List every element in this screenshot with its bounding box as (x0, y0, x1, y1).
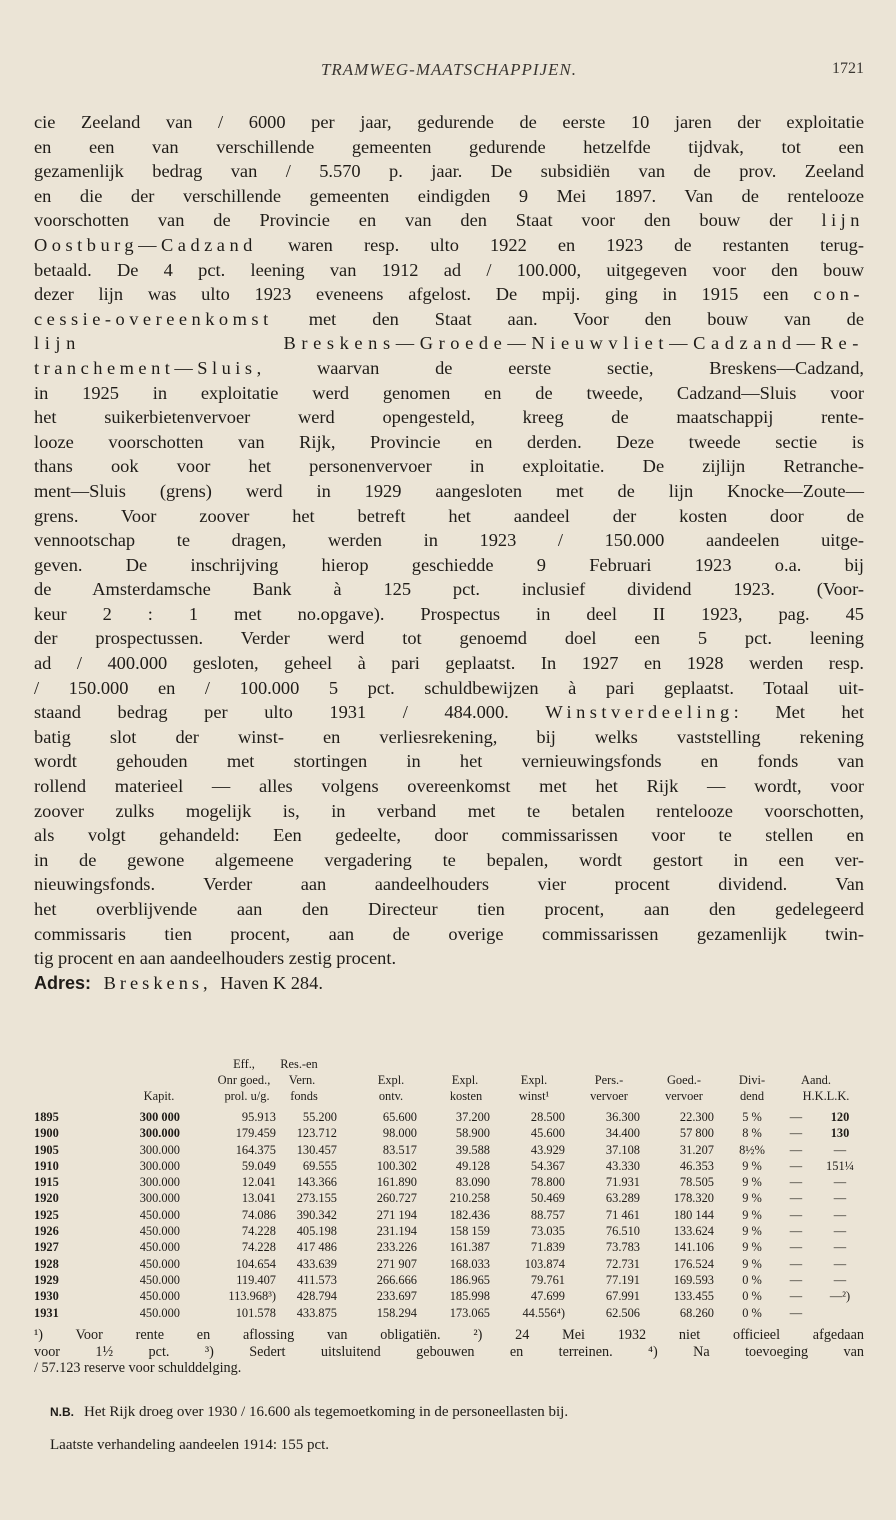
table-cell-pers: 72.731 (605, 1256, 640, 1271)
table-cell-div: 0 % (742, 1272, 762, 1287)
financial-table (34, 1055, 864, 1321)
text-line: wordt gehouden met stortingen in het vernieuwingsfonds en fonds van (34, 751, 864, 772)
table-row (34, 1109, 864, 1125)
text-line: batig slot der winst- en verliesrekening, bij welks vaststelling rekening (34, 726, 864, 747)
text-line: nieuwingsfonds. Verder aan aandeelhouders vier procent dividend. Van (34, 874, 864, 895)
text-line: ment—Sluis (grens) werd in 1929 aangesloten met de lijn Knocke—Zoute— (34, 480, 864, 501)
table-row (34, 1272, 864, 1288)
table-cell-goed: 31.207 (679, 1142, 714, 1157)
table-cell-eff: 59.049 (241, 1158, 276, 1173)
table-cell-year: 1915 (34, 1175, 59, 1190)
text-line: betaald. De 4 pct. leening van 1912 ad / 100.000, uitgegeven voor den bouw (34, 259, 864, 280)
table-cell-aand: — (833, 1207, 847, 1222)
table-cell-kosten: 161.387 (449, 1240, 490, 1255)
table-cell-year: 1920 (34, 1191, 59, 1206)
table-cell-year: 1895 (34, 1110, 59, 1124)
table-cell-res: 433.875 (296, 1305, 337, 1320)
table-cell-pers: 63.289 (605, 1191, 640, 1206)
footnotes (34, 1327, 864, 1377)
table-cell-eff: 101.578 (235, 1305, 276, 1320)
column-header: kosten (449, 1089, 483, 1103)
table-cell-aand: —²) (829, 1289, 851, 1304)
table-cell-winst: 50.469 (530, 1191, 565, 1206)
table-cell-aand: — (833, 1240, 847, 1255)
table-cell-kosten: 185.998 (449, 1289, 490, 1304)
column-header: Divi- (738, 1073, 766, 1087)
spaced-word: lijn (821, 210, 864, 231)
footnote-line: voor 1½ pct. ³) Sedert uitsluitend gebouwen en terreinen. ⁴) Na toevoeging van (34, 1343, 864, 1360)
table-cell-kosten: 158 159 (449, 1224, 490, 1239)
table-cell-res: 69.555 (302, 1158, 337, 1173)
table-cell-ontv: 231.194 (376, 1224, 417, 1239)
text-line: het suikerbietenvervoer werd opengesteld, kreeg de maatschappij rente- (34, 407, 864, 428)
table-cell-ontv: 260.727 (376, 1191, 417, 1206)
table-cell-goed: 22.300 (679, 1110, 714, 1124)
text-line: vennootschap te dragen, werden in 1923 / 150.000 aandeelen uitge- (34, 530, 864, 551)
text-line: als volgt gehandeld: Een gedeelte, door commissarissen voor te stellen en (34, 825, 864, 846)
table-cell-ontv: 65.600 (382, 1110, 417, 1124)
table-cell-year: 1927 (34, 1240, 59, 1255)
table-cell-div: 8 % (742, 1126, 762, 1141)
table-cell-res: 123.712 (296, 1126, 337, 1141)
table-cell-kosten: 173.065 (449, 1305, 490, 1320)
column-header: Pers.- (594, 1073, 624, 1087)
table-cell-ontv: 266.666 (376, 1272, 417, 1287)
table-cell-kosten: 39.588 (455, 1142, 490, 1157)
text-line: in de gewone algemeene vergadering te bepalen, wordt gestort in een ver- (34, 849, 864, 870)
table-cell-pers: 67.991 (605, 1289, 640, 1304)
table-body (34, 1109, 864, 1321)
column-header: Aand. (801, 1073, 831, 1087)
table-cell-dash: — (789, 1207, 803, 1222)
table-cell-kosten: 186.965 (449, 1272, 490, 1287)
table-cell-goed: 57 800 (679, 1126, 714, 1141)
text-line (34, 208, 864, 233)
table-cell-dash: — (789, 1191, 803, 1206)
nb-note (50, 1404, 568, 1421)
table-cell-ontv: 100.302 (376, 1158, 417, 1173)
table-cell-dash: — (789, 1289, 803, 1304)
table-cell-div: 9 % (742, 1175, 762, 1190)
table-cell-pers: 76.510 (605, 1224, 640, 1239)
column-header: Onr goed., (217, 1073, 271, 1087)
table-cell-kapit: 450.000 (139, 1289, 180, 1304)
table-cell-div: 0 % (742, 1289, 762, 1304)
table-cell-year: 1929 (34, 1272, 59, 1287)
table-cell-aand: — (833, 1224, 847, 1239)
table-cell-aand: 151¼ (826, 1158, 854, 1173)
table-cell-aand: — (833, 1191, 847, 1206)
table-cell-kosten: 83.090 (455, 1175, 490, 1190)
table-cell-dash: — (789, 1142, 803, 1157)
text-line: ad / 400.000 gesloten, geheel à pari geplaatst. In 1927 en 1928 werden resp. (34, 653, 864, 674)
text-line: zoover zulks mogelijk is, in verband met te betalen rentelooze voorschotten, (34, 800, 864, 821)
table-cell-aand: — (833, 1256, 847, 1271)
table-cell-winst: 88.757 (530, 1207, 565, 1222)
table-cell-pers: 36.300 (605, 1110, 640, 1124)
table-cell-kapit: 450.000 (139, 1256, 180, 1271)
page-number: 1721 (832, 60, 864, 77)
table-cell-goed: 46.353 (679, 1158, 714, 1173)
table-row (34, 1158, 864, 1174)
table-cell-dash: — (789, 1224, 803, 1239)
table-cell-dash: — (789, 1272, 803, 1287)
table-cell-kapit: 450.000 (139, 1240, 180, 1255)
column-header: Kapit. (143, 1089, 175, 1103)
table-cell-eff: 74.228 (241, 1224, 276, 1239)
table-cell-ontv: 158.294 (376, 1305, 417, 1320)
text-line: lijn Breskens—Groede—Nieuwvliet—Cadzand—Re- (34, 333, 864, 354)
address-line (34, 971, 864, 996)
table-cell-aand: 130 (830, 1126, 850, 1141)
table-cell-goed: 78.505 (679, 1175, 714, 1190)
column-header: Res.-en (280, 1057, 318, 1071)
table-header (34, 1055, 864, 1109)
table-row (34, 1288, 864, 1304)
text-line: cie Zeeland van / 6000 per jaar, gedurende de eerste 10 jaren der exploitatie (34, 112, 864, 132)
table-cell-dash: — (789, 1240, 803, 1255)
table-cell-winst: 47.699 (530, 1289, 565, 1304)
table-cell-goed: 68.260 (679, 1305, 714, 1320)
text-line: de Amsterdamsche Bank à 125 pct. inclusief dividend 1923. (Voor- (34, 579, 864, 600)
table-cell-eff: 74.086 (241, 1207, 276, 1222)
table-cell-winst: 54.367 (530, 1158, 565, 1173)
column-header: vervoer (665, 1089, 703, 1103)
text-line: / 150.000 en / 100.000 5 pct. schuldbewijzen à pari geplaatst. Totaal uit- (34, 677, 864, 698)
table-cell-aand: 120 (830, 1110, 850, 1124)
table-cell-kosten: 168.033 (449, 1256, 490, 1271)
table-cell-pers: 77.191 (605, 1272, 640, 1287)
table-cell-res: 273.155 (296, 1191, 337, 1206)
text-line: der prospectussen. Verder werd tot genoemd doel een 5 pct. leening (34, 628, 864, 649)
column-header: winst¹ (518, 1089, 550, 1103)
column-header: dend (739, 1089, 765, 1103)
column-header: ontv. (378, 1089, 404, 1103)
table-cell-kapit: 450.000 (139, 1224, 180, 1239)
table-cell-winst: 28.500 (530, 1110, 565, 1124)
table-cell-div: 9 % (742, 1224, 762, 1239)
running-title: TRAMWEG-MAATSCHAPPIJEN. (320, 60, 578, 79)
table-cell-pers: 62.506 (605, 1305, 640, 1320)
column-header: Expl. (377, 1073, 405, 1087)
table-cell-kosten: 58.900 (455, 1126, 490, 1141)
column-header: fonds (290, 1089, 318, 1103)
table-cell-year: 1910 (34, 1158, 59, 1173)
spaced-word: Oostburg—Cadzand (34, 234, 257, 255)
table-cell-ontv: 233.226 (376, 1240, 417, 1255)
table-cell-winst: 45.600 (530, 1126, 565, 1141)
text-line: en die der verschillende gemeenten eindigden 9 Mei 1897. Van de rentelooze (34, 185, 864, 206)
table-cell-year: 1926 (34, 1224, 59, 1239)
address-city: Breskens, (103, 972, 212, 993)
text-line (34, 700, 864, 725)
text-fragment: staand bedrag per ulto 1931 / 484.000. (34, 702, 509, 723)
text-line: keur 2 : 1 met no.opgave). Prospectus in deel II 1923, pag. 45 (34, 603, 864, 624)
column-header: Goed.- (666, 1073, 702, 1087)
table-cell-kapit: 300.000 (139, 1142, 180, 1157)
table-cell-winst: 43.929 (530, 1142, 565, 1157)
table-row (34, 1223, 864, 1239)
table-cell-winst: 103.874 (524, 1256, 565, 1271)
table-cell-dash: — (789, 1305, 803, 1320)
column-header: Expl. (451, 1073, 479, 1087)
table-cell-ontv: 271 194 (376, 1207, 417, 1222)
table-row (34, 1142, 864, 1158)
table-cell-res: 130.457 (296, 1142, 337, 1157)
table-cell-ontv: 161.890 (376, 1175, 417, 1190)
table-cell-res: 417 486 (296, 1240, 337, 1255)
table-cell-dash: — (789, 1110, 803, 1124)
table-cell-goed: 169.593 (673, 1272, 714, 1287)
text-line (34, 282, 864, 307)
table-cell-goed: 176.524 (673, 1256, 714, 1271)
table-cell-kapit: 300.000 (139, 1191, 180, 1206)
text-line (34, 307, 864, 332)
table-cell-year: 1930 (34, 1289, 59, 1304)
table-row (34, 1305, 864, 1321)
table-cell-winst: 44.556⁴) (522, 1305, 565, 1320)
table-cell-kapit: 300.000 (139, 1175, 180, 1190)
text-line: en een van verschillende gemeenten gedurende hetzelfde tijdvak, tot een (34, 136, 864, 157)
table-cell-kapit: 450.000 (139, 1305, 180, 1320)
address-label: Adres: (34, 972, 92, 993)
table-cell-year: 1905 (34, 1142, 59, 1157)
table-cell-res: 55.200 (302, 1110, 337, 1124)
table-cell-eff: 119.407 (236, 1272, 276, 1287)
text-fragment: : Met het (733, 702, 864, 723)
table-row (34, 1174, 864, 1190)
text-line: looze voorschotten van Rijk, Provincie en derden. Deze tweede sectie is (34, 431, 864, 452)
table-cell-res: 411.573 (297, 1272, 337, 1287)
table-cell-kapit: 300.000 (139, 1158, 180, 1173)
column-header: vervoer (590, 1089, 628, 1103)
nb-text: Het Rijk droeg over 1930 / 16.600 als tegemoetkoming in de personeellasten bij. (84, 1404, 569, 1420)
table-cell-pers: 71 461 (605, 1207, 640, 1222)
table-cell-kosten: 182.436 (449, 1207, 490, 1222)
table-cell-res: 390.342 (296, 1207, 337, 1222)
table-cell-goed: 141.106 (673, 1240, 714, 1255)
table-cell-goed: 178.320 (673, 1191, 714, 1206)
table-row (34, 1256, 864, 1272)
table-row (34, 1125, 864, 1141)
table-cell-winst: 71.839 (530, 1240, 565, 1255)
table-cell-aand: — (833, 1175, 847, 1190)
page-header (34, 60, 864, 86)
spaced-word: Winstverdeeling (545, 702, 734, 723)
table-cell-year: 1925 (34, 1207, 59, 1222)
table-cell-dash: — (789, 1126, 803, 1141)
table-cell-kapit: 450.000 (139, 1272, 180, 1287)
table-cell-div: 9 % (742, 1191, 762, 1206)
table-cell-goed: 180 144 (673, 1207, 714, 1222)
table-cell-ontv: 98.000 (382, 1126, 417, 1141)
table-cell-kapit: 300.000 (139, 1126, 180, 1141)
table-row (34, 1207, 864, 1223)
text-fragment: , waarvan de eerste sectie, Breskens—Cadzand, (256, 357, 864, 378)
table-cell-winst: 78.800 (530, 1175, 565, 1190)
column-header: Expl. (520, 1073, 548, 1087)
table-cell-div: 5 % (742, 1110, 762, 1124)
table-cell-winst: 73.035 (530, 1224, 565, 1239)
table-cell-kosten: 37.200 (455, 1110, 490, 1124)
text-fragment: voorschotten van de Provincie en van den Staat voor den bouw der (34, 210, 793, 231)
table-cell-pers: 73.783 (605, 1240, 640, 1255)
table-cell-eff: 179.459 (235, 1126, 276, 1141)
text-line: thans ook voor het personenvervoer in exploitatie. De zijlijn Retranche- (34, 456, 864, 477)
nb-label: N.B. (50, 1405, 74, 1419)
text-fragment: waren resp. ulto 1922 en 1923 de restanten terug- (287, 234, 864, 255)
column-header: H.K.L.K. (802, 1089, 850, 1103)
table-cell-dash: — (789, 1256, 803, 1271)
table-cell-eff: 74.228 (241, 1240, 276, 1255)
table-cell-eff: 164.375 (235, 1142, 276, 1157)
table-cell-eff: 12.041 (241, 1175, 276, 1190)
table-row (34, 1239, 864, 1255)
table-cell-winst: 79.761 (530, 1272, 565, 1287)
text-line: commissaris tien procent, aan de overige commissarissen gezamenlijk twin- (34, 923, 864, 944)
table-cell-kosten: 210.258 (449, 1191, 490, 1206)
table-cell-kapit: 450.000 (139, 1207, 180, 1222)
column-header: Vern. (288, 1073, 316, 1087)
last-trade-note: Laatste verhandeling aandeelen 1914: 155 pct. (50, 1437, 330, 1453)
table-cell-div: 9 % (742, 1256, 762, 1271)
table-cell-eff: 95.913 (241, 1110, 276, 1124)
table-cell-ontv: 83.517 (382, 1142, 417, 1157)
table-cell-eff: 13.041 (241, 1191, 276, 1206)
table-cell-year: 1900 (34, 1126, 59, 1141)
table-cell-res: 143.366 (296, 1175, 337, 1190)
footnote-line: / 57.123 reserve voor schulddelging. (34, 1360, 242, 1377)
table-cell-div: 0 % (742, 1305, 762, 1320)
table-cell-year: 1931 (34, 1305, 59, 1320)
column-header: prol. u/g. (224, 1089, 270, 1103)
table-cell-dash: — (789, 1175, 803, 1190)
table-cell-dash: — (789, 1158, 803, 1173)
address-street: Haven K 284. (220, 972, 323, 993)
table-cell-pers: 71.931 (605, 1175, 640, 1190)
table-cell-goed: 133.455 (673, 1289, 714, 1304)
text-fragment: dezer lijn was ulto 1923 eveneens afgelost. De mpij. ging in 1915 een (34, 284, 789, 305)
spaced-word: tranchement—Sluis (34, 357, 257, 378)
table-cell-pers: 37.108 (605, 1142, 640, 1157)
table-cell-pers: 43.330 (605, 1158, 640, 1173)
table-row (34, 1190, 864, 1206)
table-cell-div: 8½% (739, 1142, 765, 1157)
table-cell-aand: — (833, 1272, 847, 1287)
text-line: tig procent en aan aandeelhouders zestig procent. (34, 948, 397, 969)
table-cell-pers: 34.400 (605, 1126, 640, 1141)
column-header: Eff., (233, 1057, 255, 1071)
table-cell-kosten: 49.128 (455, 1158, 490, 1173)
table-cell-year: 1928 (34, 1256, 59, 1271)
table-cell-div: 9 % (742, 1240, 762, 1255)
text-line: het overblijvende aan den Directeur tien procent, aan den gedelegeerd (34, 899, 864, 919)
table-cell-res: 433.639 (296, 1256, 337, 1271)
text-line: geven. De inschrijving hierop geschiedde 9 Februari 1923 o.a. bij (34, 554, 864, 575)
spaced-word: cessie-overeenkomst (34, 308, 273, 329)
table-cell-res: 428.794 (296, 1289, 337, 1304)
table-cell-ontv: 233.697 (376, 1289, 417, 1304)
text-line: in 1925 in exploitatie werd genomen en de tweede, Cadzand—Sluis voor (34, 382, 864, 403)
text-line: gezamenlijk bedrag van / 5.570 p. jaar. De subsidiën van de prov. Zeeland (34, 161, 864, 182)
table-cell-div: 9 % (742, 1158, 762, 1173)
spaced-word: con- (813, 284, 864, 305)
text-line: rollend materieel — alles volgens overeenkomst met het Rijk — wordt, voor (34, 776, 864, 797)
table-cell-res: 405.198 (296, 1224, 337, 1239)
text-line (34, 233, 864, 258)
footnote-line: ¹) Voor rente en aflossing van obligatiën. ²) 24 Mei 1932 niet officieel afgedaan (34, 1327, 864, 1343)
table-cell-eff: 113.968³) (228, 1289, 276, 1304)
body-paragraph (34, 110, 864, 995)
text-line (34, 356, 864, 381)
text-line: grens. Voor zoover het betreft het aandeel der kosten door de (34, 505, 864, 526)
table-cell-kapit: 300 000 (139, 1110, 180, 1124)
table-cell-div: 9 % (742, 1207, 762, 1222)
table-cell-ontv: 271 907 (376, 1256, 417, 1271)
table-cell-aand: — (833, 1142, 847, 1157)
text-fragment: met den Staat aan. Voor den bouw van de (308, 308, 864, 329)
table-cell-eff: 104.654 (235, 1256, 276, 1271)
table-cell-goed: 133.624 (673, 1224, 714, 1239)
